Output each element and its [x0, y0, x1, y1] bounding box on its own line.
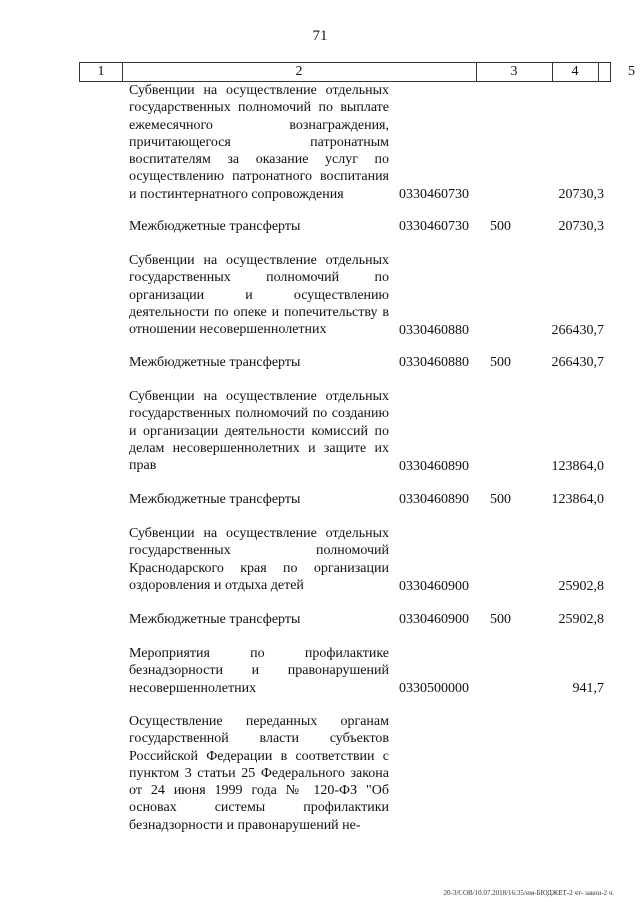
row-description: Осуществление переданных органам государственной власти субъектов Российской Федерации в соответствии с пунктом 3 статьи 25 Федерального закона от 24 июня 1999 года № 120-ФЗ "Об основах системы профилактики безнадзорности и правонарушений не-	[129, 714, 389, 833]
row-description: Субвенции на осуществление отдельных государственных полномочий по выплате ежемесячного вознаграждения, причитающегося патронатным воспитателям за оказание услуг по осуществлению патронатного воспитания и постинтернатного сопровождения	[129, 83, 389, 202]
row-amount: 941,7	[572, 680, 604, 696]
header-col-1: 1	[80, 63, 123, 81]
table-row	[0, 354, 640, 371]
table-row	[0, 218, 640, 235]
row-description: Субвенции на осуществление отдельных государственных полномочий Краснодарского края по организации оздоровления и отдыха детей	[129, 526, 389, 593]
row-group: 500	[490, 218, 511, 234]
table-row	[0, 82, 640, 203]
header-col-3: 3	[476, 63, 553, 81]
row-description: Межбюджетные трансферты	[129, 492, 301, 507]
table-row	[0, 491, 640, 508]
row-description: Субвенции на осуществление отдельных государственных полномочий по организации и осуществлению деятельности по опеке и попечительству в отношении несовершеннолетних	[129, 253, 389, 338]
row-amount: 25902,8	[558, 611, 604, 627]
row-description: Мероприятия по профилактике безнадзорности и правонарушений несовершеннолетних	[129, 646, 389, 696]
table-row	[0, 611, 640, 628]
row-description: Межбюджетные трансферты	[129, 612, 301, 627]
row-code: 0330460730	[399, 218, 469, 234]
footer-note: 20-3/СОВ/10.07.2018/16:35/им-БЮДЖЕТ-2 чт- закон-2 ч.	[443, 889, 614, 897]
header-col-5	[598, 63, 635, 81]
row-code: 0330460730	[399, 186, 469, 202]
row-code: 0330500000	[399, 680, 469, 696]
row-amount: 266430,7	[551, 322, 604, 338]
row-group: 500	[490, 491, 511, 507]
table-row	[0, 252, 640, 339]
row-description: Межбюджетные трансферты	[129, 355, 301, 370]
row-amount: 123864,0	[551, 491, 604, 507]
table-row	[0, 525, 640, 595]
row-amount: 20730,3	[558, 186, 604, 202]
row-group: 500	[490, 611, 511, 627]
row-code: 0330460880	[399, 354, 469, 370]
table-header	[79, 62, 635, 82]
row-amount: 25902,8	[558, 578, 604, 594]
row-code: 0330460890	[399, 491, 469, 507]
table-row	[0, 713, 640, 853]
row-amount: 266430,7	[551, 354, 604, 370]
row-amount: 20730,3	[558, 218, 604, 234]
row-code: 0330460890	[399, 458, 469, 474]
page-number: 71	[312, 28, 328, 44]
header-col-2: 2	[122, 63, 477, 81]
header-col-4: 4	[552, 63, 599, 81]
table-row	[0, 388, 640, 475]
row-code: 0330460880	[399, 322, 469, 338]
header-col-5-label: 5	[628, 64, 635, 79]
row-amount: 123864,0	[551, 458, 604, 474]
row-description: Субвенции на осуществление отдельных государственных полномочий по созданию и организации деятельности комиссий по делам несовершеннолетних и защите их прав	[129, 389, 389, 474]
row-code: 0330460900	[399, 578, 469, 594]
table-row	[0, 645, 640, 697]
row-code: 0330460900	[399, 611, 469, 627]
row-description: Межбюджетные трансферты	[129, 219, 301, 234]
row-group: 500	[490, 354, 511, 370]
